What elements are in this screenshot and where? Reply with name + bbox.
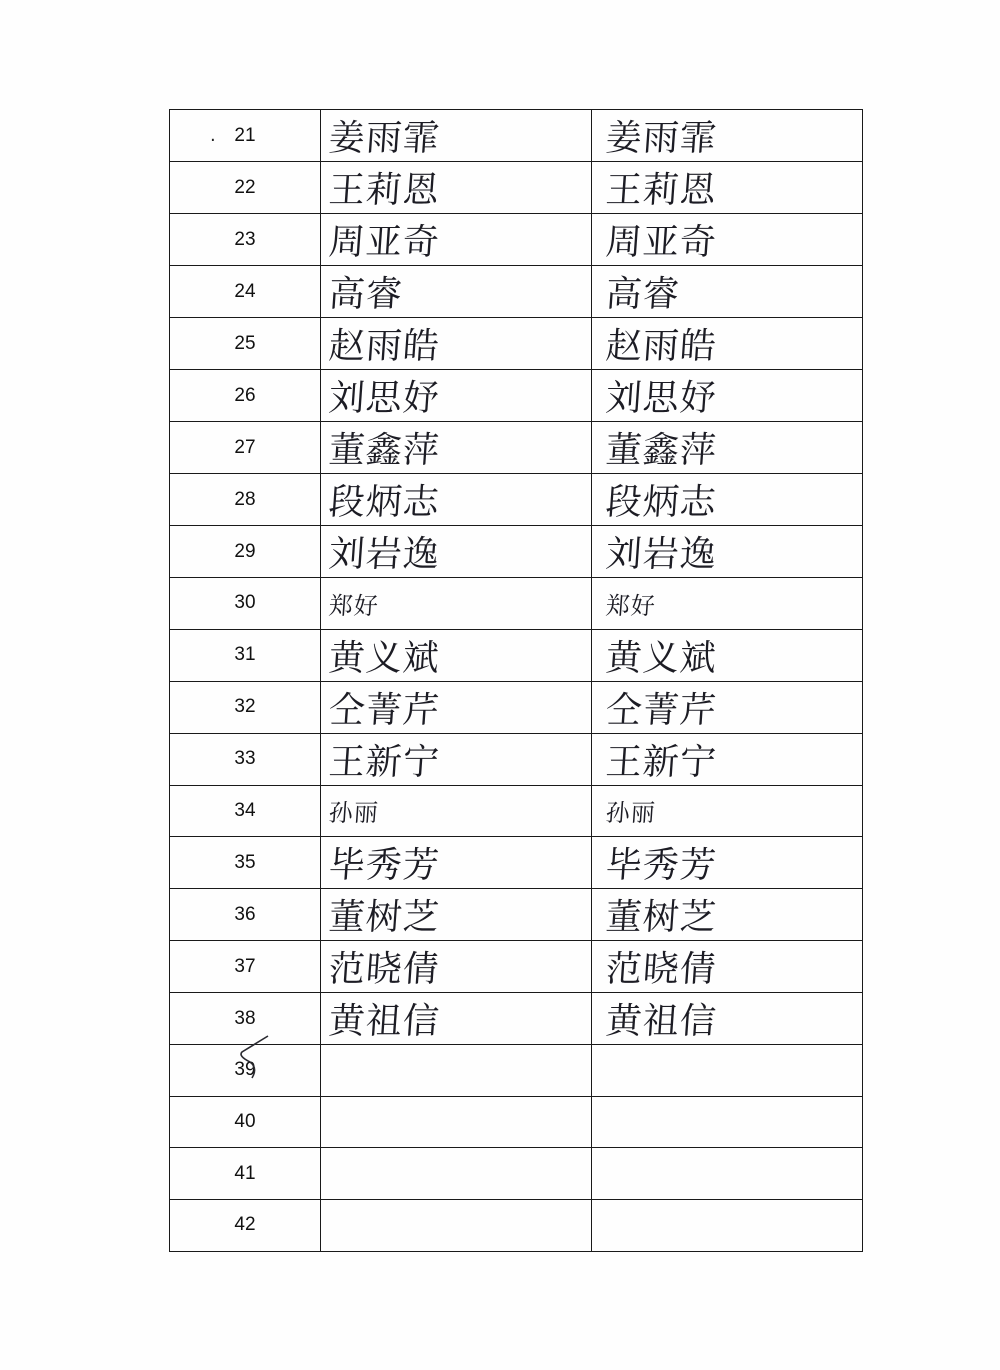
handwritten-signature: 范晓倩 bbox=[327, 949, 442, 991]
handwritten-signature: 范晓倩 bbox=[604, 949, 719, 991]
handwritten-signature: 仝菁芹 bbox=[327, 689, 442, 731]
stray-dot-mark: · bbox=[210, 130, 216, 151]
row-number: 29 bbox=[170, 526, 321, 578]
handwritten-signature: 刘思妤 bbox=[604, 378, 719, 419]
row-number: 34 bbox=[170, 785, 321, 837]
handwritten-signature: 姜雨霏 bbox=[327, 118, 442, 159]
signature-cell-second bbox=[592, 733, 863, 785]
table-row bbox=[170, 422, 863, 474]
handwritten-signature: 段炳志 bbox=[327, 482, 442, 523]
signature-cell-first bbox=[321, 837, 592, 889]
row-number: 36 bbox=[170, 889, 321, 941]
signature-cell-first bbox=[321, 1096, 592, 1148]
signature-cell-first bbox=[321, 110, 592, 162]
table-row bbox=[170, 681, 863, 733]
signature-cell-first bbox=[321, 266, 592, 318]
handwritten-signature: 周亚奇 bbox=[604, 222, 719, 263]
handwritten-signature: 董树芝 bbox=[327, 897, 442, 939]
signature-cell-first bbox=[321, 422, 592, 474]
handwritten-signature: 王新宁 bbox=[604, 741, 719, 783]
signature-cell-first bbox=[321, 162, 592, 214]
signature-cell-first bbox=[321, 1148, 592, 1200]
table-row bbox=[170, 1096, 863, 1148]
handwritten-signature: 董鑫萍 bbox=[604, 430, 719, 471]
row-number: 37 bbox=[170, 941, 321, 993]
handwritten-signature: 王莉恩 bbox=[327, 170, 442, 211]
signature-cell-second bbox=[592, 1045, 863, 1097]
row-number: 42 bbox=[170, 1199, 321, 1251]
table-row bbox=[170, 941, 863, 993]
row-number: 40 bbox=[170, 1096, 321, 1148]
signature-cell-second bbox=[592, 1096, 863, 1148]
signature-cell-first bbox=[321, 681, 592, 733]
signature-cell-second bbox=[592, 785, 863, 837]
row-number: 33 bbox=[170, 733, 321, 785]
table-row bbox=[170, 1199, 863, 1251]
row-number: 28 bbox=[170, 474, 321, 526]
signature-cell-second bbox=[592, 837, 863, 889]
handwritten-signature: 孙丽 bbox=[604, 799, 657, 828]
handwritten-signature: 赵雨皓 bbox=[327, 326, 442, 367]
signature-cell-second bbox=[592, 110, 863, 162]
row-number: 32 bbox=[170, 681, 321, 733]
row-number: 27 bbox=[170, 422, 321, 474]
table-row bbox=[170, 1148, 863, 1200]
handwritten-signature: 王莉恩 bbox=[604, 170, 719, 211]
table-row bbox=[170, 162, 863, 214]
signature-cell-second bbox=[592, 629, 863, 681]
handwritten-signature: 周亚奇 bbox=[327, 222, 442, 263]
row-number: 38 bbox=[170, 993, 321, 1045]
signature-cell-second bbox=[592, 1199, 863, 1251]
signature-cell-second bbox=[592, 162, 863, 214]
handwritten-check-mark bbox=[228, 1032, 278, 1082]
handwritten-signature: 刘思妤 bbox=[327, 378, 442, 419]
table-row bbox=[170, 733, 863, 785]
table-row bbox=[170, 526, 863, 578]
handwritten-signature: 赵雨皓 bbox=[604, 326, 719, 367]
handwritten-signature: 高睿 bbox=[604, 274, 682, 315]
handwritten-signature: 高睿 bbox=[327, 274, 405, 315]
table-row bbox=[170, 110, 863, 162]
row-number: 24 bbox=[170, 266, 321, 318]
row-number: 35 bbox=[170, 837, 321, 889]
signature-cell-first bbox=[321, 1045, 592, 1097]
signature-cell-first bbox=[321, 733, 592, 785]
signature-cell-first bbox=[321, 889, 592, 941]
table-row bbox=[170, 578, 863, 630]
signature-cell-second bbox=[592, 993, 863, 1045]
handwritten-signature: 刘岩逸 bbox=[327, 534, 442, 575]
handwritten-signature: 孙丽 bbox=[327, 799, 380, 828]
signature-cell-first bbox=[321, 993, 592, 1045]
signature-cell-first bbox=[321, 1199, 592, 1251]
handwritten-signature: 仝菁芹 bbox=[604, 689, 719, 731]
signature-cell-first bbox=[321, 785, 592, 837]
table-row bbox=[170, 370, 863, 422]
handwritten-signature: 董鑫萍 bbox=[327, 430, 442, 471]
signature-cell-second bbox=[592, 578, 863, 630]
signature-cell-second bbox=[592, 889, 863, 941]
signature-cell-first bbox=[321, 370, 592, 422]
handwritten-signature: 黄祖信 bbox=[327, 1001, 442, 1043]
handwritten-signature: 黄义斌 bbox=[604, 637, 719, 679]
signature-cell-second bbox=[592, 526, 863, 578]
signature-cell-first bbox=[321, 318, 592, 370]
handwritten-signature: 董树芝 bbox=[604, 897, 719, 939]
signature-cell-first bbox=[321, 941, 592, 993]
signature-cell-first bbox=[321, 526, 592, 578]
handwritten-signature: 黄义斌 bbox=[327, 637, 442, 679]
handwritten-signature: 刘岩逸 bbox=[604, 534, 719, 575]
signature-cell-second bbox=[592, 266, 863, 318]
table-row bbox=[170, 214, 863, 266]
signature-cell-second bbox=[592, 1148, 863, 1200]
table-row bbox=[170, 474, 863, 526]
handwritten-signature: 郑好 bbox=[327, 591, 380, 620]
handwritten-signature: 毕秀芳 bbox=[327, 845, 442, 887]
signature-cell-first bbox=[321, 474, 592, 526]
row-number: 21 bbox=[170, 110, 321, 162]
handwritten-signature: 王新宁 bbox=[327, 741, 442, 783]
table-row bbox=[170, 266, 863, 318]
row-number: 39 bbox=[170, 1045, 321, 1097]
row-number: 25 bbox=[170, 318, 321, 370]
row-number: 26 bbox=[170, 370, 321, 422]
table-row bbox=[170, 318, 863, 370]
signature-cell-second bbox=[592, 214, 863, 266]
signature-cell-second bbox=[592, 681, 863, 733]
row-number: 22 bbox=[170, 162, 321, 214]
signature-cell-second bbox=[592, 941, 863, 993]
row-number: 31 bbox=[170, 629, 321, 681]
table-row bbox=[170, 785, 863, 837]
handwritten-signature: 段炳志 bbox=[604, 482, 719, 523]
row-number: 23 bbox=[170, 214, 321, 266]
handwritten-signature: 郑好 bbox=[604, 591, 657, 620]
row-number: 41 bbox=[170, 1148, 321, 1200]
signature-cell-first bbox=[321, 629, 592, 681]
handwritten-signature: 黄祖信 bbox=[604, 1001, 719, 1043]
signature-cell-second bbox=[592, 422, 863, 474]
table-row bbox=[170, 889, 863, 941]
table-row bbox=[170, 837, 863, 889]
signature-cell-second bbox=[592, 370, 863, 422]
signature-cell-first bbox=[321, 214, 592, 266]
table-row bbox=[170, 629, 863, 681]
signature-cell-second bbox=[592, 474, 863, 526]
handwritten-signature: 毕秀芳 bbox=[604, 845, 719, 887]
handwritten-signature: 姜雨霏 bbox=[604, 118, 719, 159]
row-number: 30 bbox=[170, 578, 321, 630]
signature-cell-second bbox=[592, 318, 863, 370]
signature-cell-first bbox=[321, 578, 592, 630]
